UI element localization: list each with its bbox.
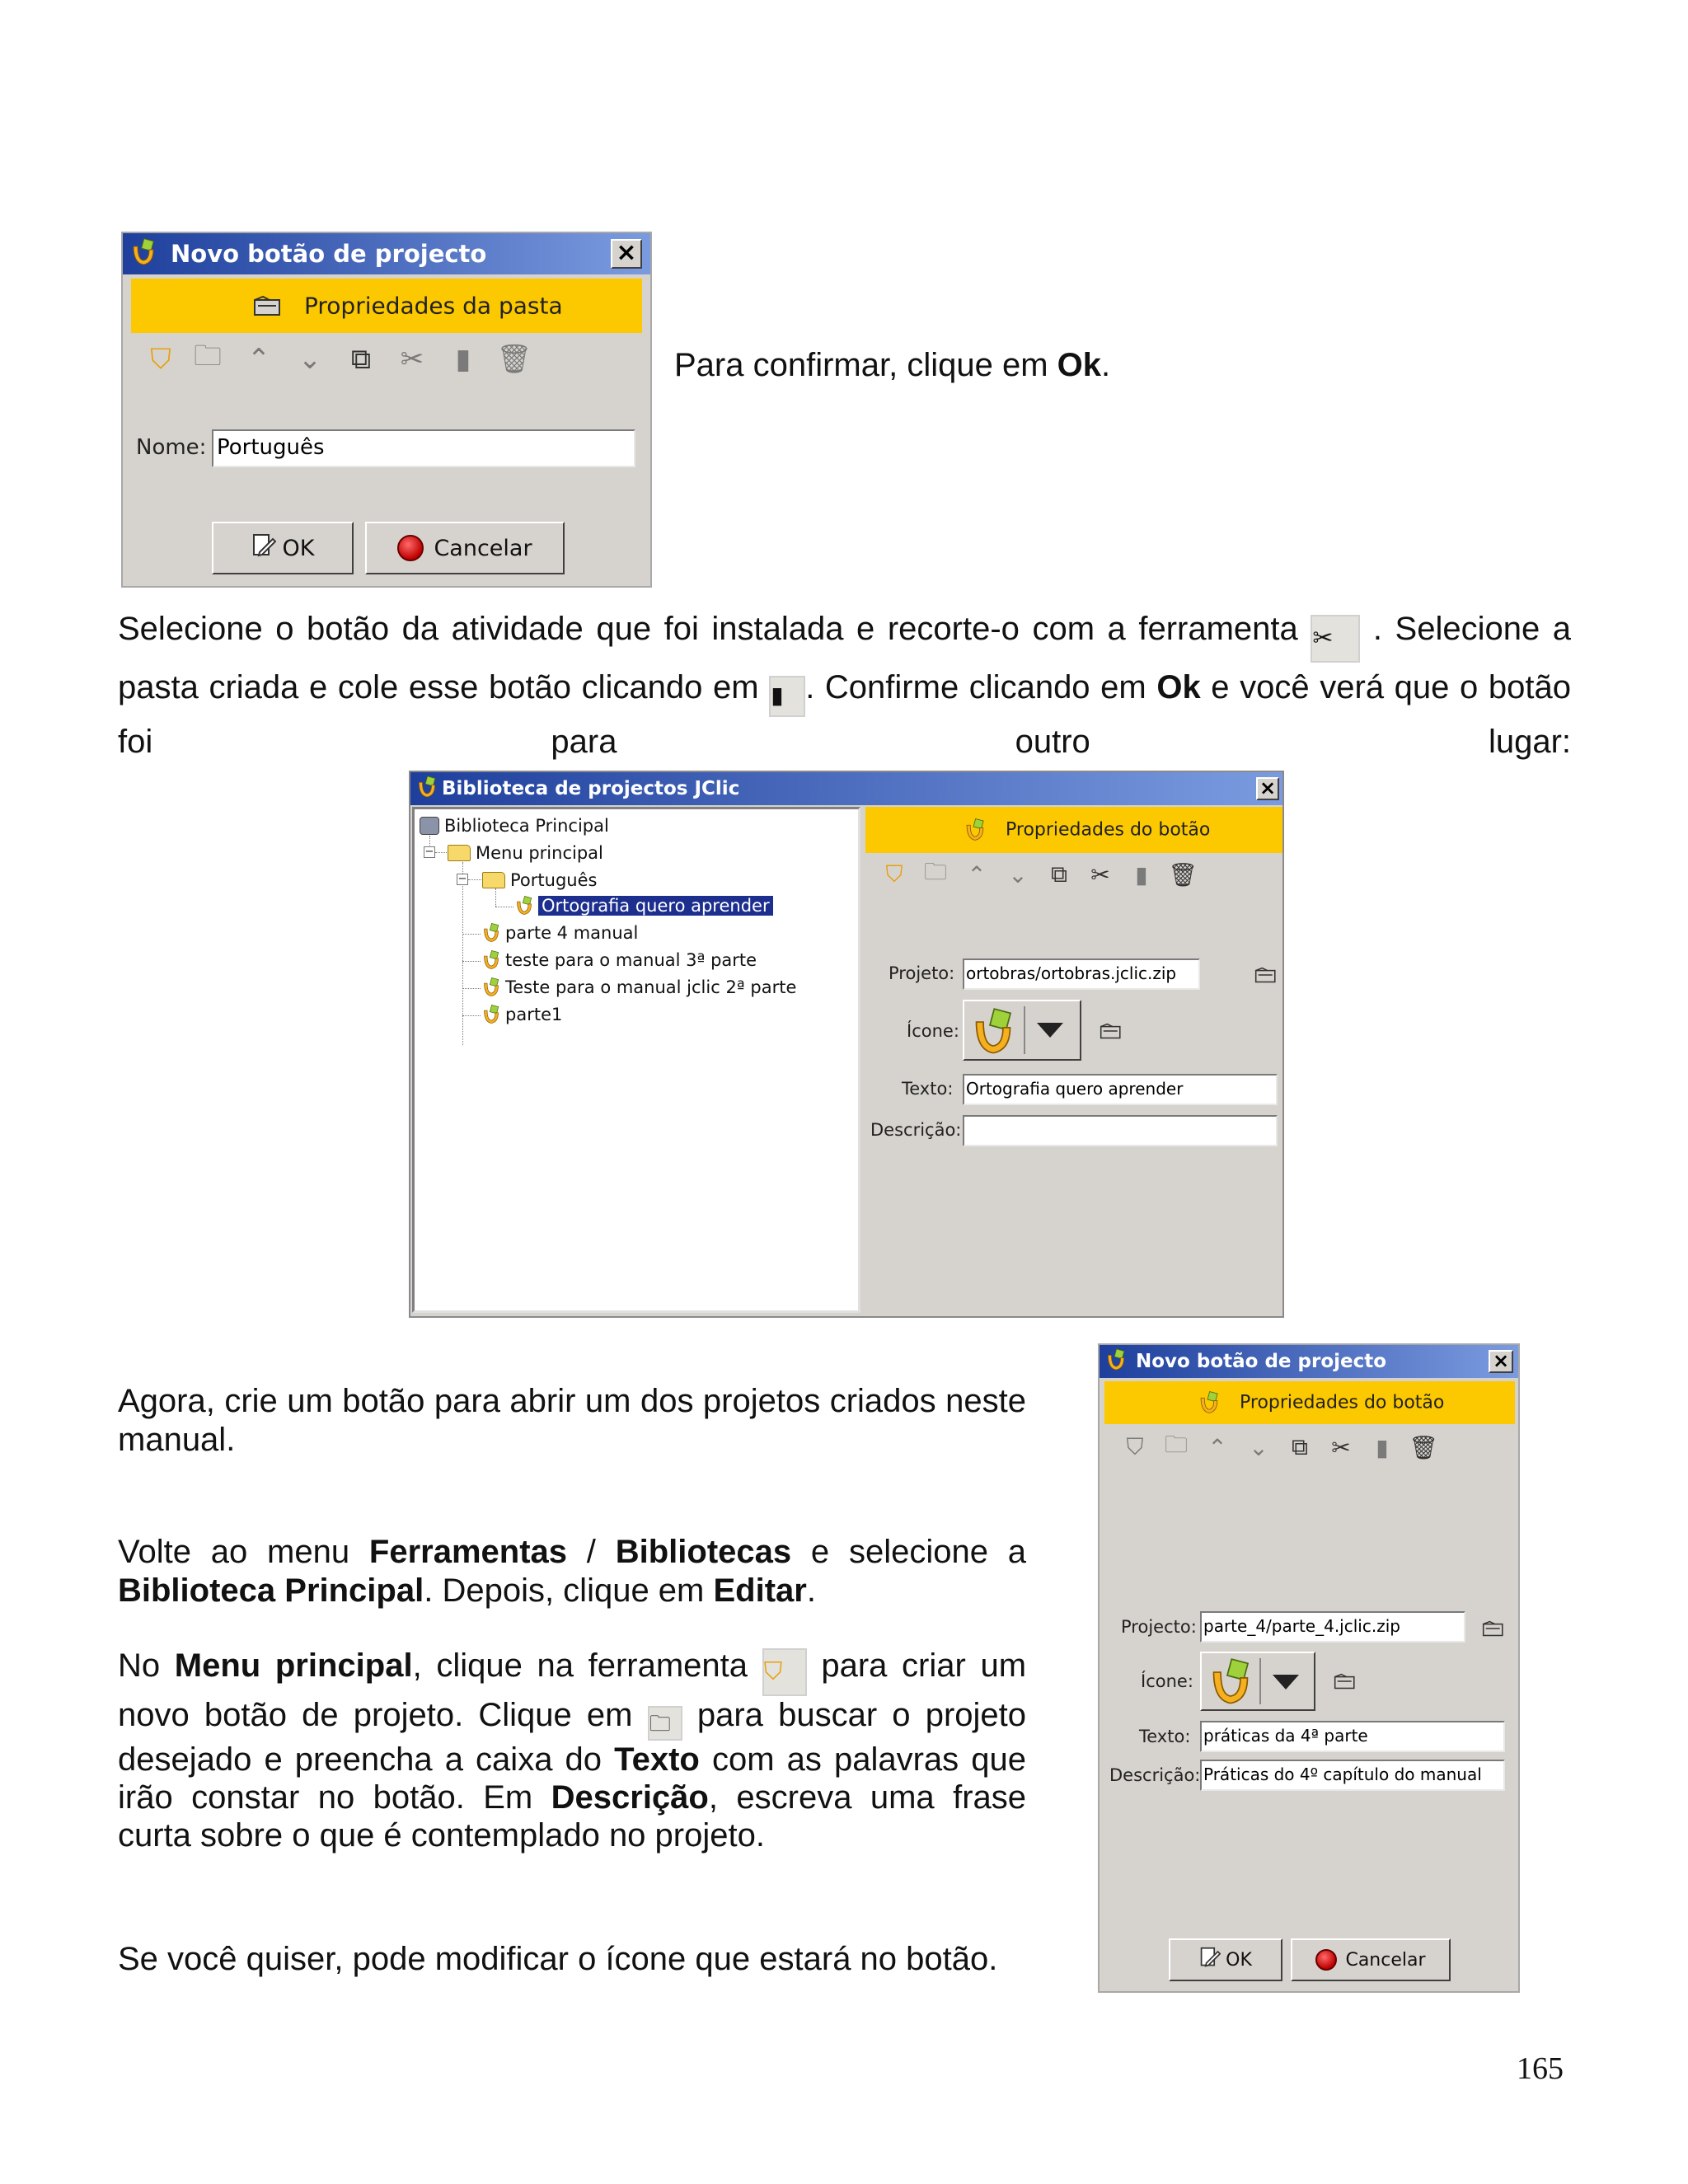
bold-text: Descrição [551, 1779, 709, 1816]
description-label: Descrição: [1109, 1765, 1201, 1785]
folder-icon [448, 845, 471, 861]
cancel-icon [397, 535, 424, 561]
open-folder-icon[interactable] [1334, 1673, 1357, 1693]
section-header [131, 279, 642, 333]
close-button[interactable]: × [1256, 777, 1279, 800]
icon-label: Ícone: [1141, 1671, 1193, 1691]
jclic-app-icon [1106, 1348, 1126, 1375]
tree-line [495, 888, 496, 907]
open-folder-icon: 🗀 [648, 1706, 682, 1741]
copy-icon[interactable]: ⧉ [1051, 860, 1067, 888]
text: Para confirmar, clique em [674, 347, 1057, 383]
window-title-bar[interactable] [410, 772, 1282, 805]
toolbar [1114, 1431, 1444, 1464]
dialog-title: Novo botão de projecto [1136, 1351, 1387, 1372]
dialog-title-bar[interactable] [123, 233, 650, 274]
text-input[interactable]: práticas da 4ª parte [1200, 1721, 1505, 1752]
text: . [1101, 347, 1111, 383]
close-button[interactable]: × [611, 239, 642, 269]
text: Agora, crie um botão para abrir um dos projetos criados neste manual. [118, 1383, 1026, 1458]
tree-node-item[interactable] [482, 977, 796, 997]
section-title: Propriedades do botão [1240, 1392, 1445, 1413]
text: . [806, 1572, 816, 1609]
text: , clique na ferramenta [412, 1647, 748, 1684]
paragraph-create [118, 1382, 1026, 1460]
tree-label: Teste para o manual jclic 2ª parte [505, 977, 797, 997]
delete-icon[interactable]: 🗑 [496, 343, 532, 376]
tree-line [462, 988, 481, 989]
paste-icon: ▮ [769, 676, 805, 717]
tree-label: parte 4 manual [505, 923, 639, 943]
cancel-label: Cancelar [1345, 1949, 1426, 1971]
chevron-down-icon[interactable] [1024, 1006, 1075, 1054]
text: . Confirme clicando em [805, 669, 1157, 705]
text: Volte ao menu [118, 1534, 369, 1570]
copy-icon[interactable]: ⧉ [350, 343, 372, 376]
new-button-icon[interactable]: ⛉ [1126, 1433, 1144, 1460]
text: , escreva uma frase curta sobre o que é contemplado no projeto. [118, 1779, 1026, 1854]
project-button-icon [515, 896, 533, 916]
tree-node-item[interactable] [482, 950, 757, 970]
open-folder-icon[interactable] [1100, 1023, 1123, 1043]
project-button-icon [971, 1008, 1015, 1059]
library-tree[interactable] [412, 807, 860, 1313]
tree-node-selected[interactable] [515, 896, 773, 916]
tree-line [462, 862, 463, 1045]
text: . Selecione a pasta criada e cole esse botão clicando em [118, 611, 1571, 705]
cancel-label: Cancelar [434, 535, 532, 561]
tree-label: teste para o manual 3ª parte [505, 950, 757, 970]
tree-label: Biblioteca Principal [444, 816, 609, 836]
bold-text: Biblioteca Principal [118, 1572, 424, 1609]
name-input[interactable]: Português [212, 429, 635, 467]
text: Selecione o botão da atividade que foi instalada e recorte-o com a ferramenta [118, 611, 1298, 647]
paste-icon[interactable]: ▮ [1135, 860, 1148, 888]
text: e você verá que o botão foi para outro lugar: [118, 669, 1571, 760]
close-button[interactable]: × [1489, 1350, 1513, 1373]
text: . Depois, clique em [424, 1572, 714, 1609]
tree-line [435, 852, 448, 853]
bold-text: Ok [1156, 669, 1201, 705]
cancel-button[interactable] [1291, 1938, 1451, 1981]
project-button-icon [482, 977, 500, 997]
collapse-toggle[interactable]: − [457, 873, 467, 885]
toolbar [874, 858, 1203, 891]
cut-icon: ✂ [1311, 615, 1360, 663]
cancel-icon [1315, 1949, 1337, 1971]
tree-node-folder[interactable] [482, 870, 597, 890]
new-button-icon: ⛉ [762, 1648, 807, 1696]
ok-label: OK [1226, 1949, 1252, 1971]
text: e selecione a [791, 1534, 1026, 1570]
move-down-icon[interactable]: ⌄ [1008, 860, 1028, 888]
open-folder-icon[interactable]: 🗀 [923, 858, 947, 885]
paragraph-icon [118, 1940, 997, 1979]
tree-line [462, 934, 481, 935]
icon-label: Ícone: [907, 1021, 959, 1041]
section-title: Propriedades da pasta [304, 292, 563, 320]
window-title: Biblioteca de projectos JClic [442, 778, 740, 799]
dialog-new-project-button [1098, 1343, 1520, 1993]
tree-label: parte1 [505, 1005, 563, 1024]
bold-text: Bibliotecas [615, 1534, 792, 1570]
ok-icon [251, 532, 276, 565]
cut-icon[interactable]: ✂ [1090, 860, 1110, 888]
library-icon [420, 817, 439, 835]
tree-line [462, 1015, 481, 1016]
description-input[interactable] [963, 1115, 1278, 1146]
bold-text: Menu principal [174, 1647, 413, 1684]
text-label: Texto: [1139, 1727, 1191, 1746]
text: com as palavras que irão constar no botão. Em [118, 1741, 1027, 1816]
tree-node-item[interactable] [482, 923, 638, 943]
project-input[interactable]: ortobras/ortobras.jclic.zip [963, 958, 1200, 990]
open-folder-icon[interactable] [1254, 967, 1278, 987]
description-label: Descrição: [870, 1120, 962, 1140]
jclic-app-icon [417, 776, 437, 802]
text-label: Texto: [902, 1079, 954, 1099]
tree-line [468, 879, 481, 880]
move-up-icon[interactable]: ⌃ [967, 860, 987, 888]
jclic-app-icon [131, 238, 156, 269]
delete-icon[interactable]: 🗑 [1168, 860, 1198, 888]
project-button-icon [482, 923, 500, 943]
move-down-icon[interactable]: ⌄ [298, 343, 322, 376]
text: Se você quiser, pode modificar o ícone que estará no botão. [118, 1941, 998, 1977]
tree-node-item[interactable] [482, 1005, 562, 1024]
open-folder-icon [253, 295, 283, 320]
tree-node-menu[interactable] [448, 843, 603, 863]
bold-text: Texto [614, 1741, 700, 1778]
text: No [118, 1647, 175, 1684]
project-label: Projecto: [1121, 1617, 1197, 1637]
paragraph-select [118, 604, 1571, 766]
tree-label: Português [510, 870, 598, 890]
tree-node-root[interactable] [420, 816, 609, 836]
ok-button[interactable] [212, 522, 354, 574]
section-header [865, 807, 1282, 853]
text: / [567, 1534, 616, 1570]
dialog-title-bar[interactable] [1100, 1345, 1518, 1378]
paragraph-menu [118, 1533, 1026, 1610]
tree-label-selected: Ortografia quero aprender [538, 896, 773, 916]
cut-icon[interactable]: ✂ [1331, 1433, 1351, 1461]
bold-text: Editar [713, 1572, 807, 1609]
move-down-icon[interactable]: ⌄ [1249, 1433, 1268, 1461]
open-folder-icon[interactable]: 🗀 [194, 339, 222, 373]
collapse-toggle[interactable]: − [424, 846, 434, 858]
bold-text: Ok [1057, 347, 1101, 383]
text-input[interactable]: Ortografia quero aprender [963, 1074, 1278, 1105]
name-label: Nome: [136, 435, 207, 460]
project-button-icon [482, 950, 500, 970]
paragraph-new-button [118, 1647, 1026, 1854]
paste-icon[interactable]: ▮ [1376, 1433, 1389, 1461]
project-button-icon [482, 1005, 500, 1024]
icon-selector[interactable] [963, 1000, 1081, 1061]
text: para criar um novo botão de projeto. Clique em [118, 1647, 1027, 1733]
dialog-title: Novo botão de projecto [171, 240, 487, 268]
ok-label: OK [282, 535, 315, 561]
confirm-caption [674, 346, 1110, 385]
new-button-icon[interactable]: ⛉ [885, 860, 903, 888]
move-up-icon[interactable]: ⌃ [246, 343, 271, 376]
section-header [1104, 1381, 1515, 1424]
library-window [409, 771, 1284, 1318]
project-button-icon [964, 818, 986, 845]
new-button-icon[interactable]: ⛉ [150, 343, 171, 376]
section-title: Propriedades do botão [1006, 819, 1211, 841]
folder-icon [482, 872, 505, 888]
ok-button[interactable] [1169, 1938, 1282, 1981]
icon-selector[interactable] [1200, 1652, 1315, 1711]
paste-icon[interactable]: ▮ [455, 343, 471, 376]
properties-panel [865, 807, 1282, 1316]
page-number: 165 [1517, 2051, 1564, 2086]
project-label: Projeto: [889, 963, 955, 983]
chevron-down-icon[interactable] [1259, 1658, 1311, 1704]
ok-icon [1199, 1946, 1221, 1974]
move-up-icon[interactable]: ⌃ [1207, 1433, 1227, 1461]
copy-icon[interactable]: ⧉ [1292, 1433, 1308, 1460]
delete-icon[interactable]: 🗑 [1409, 1433, 1438, 1461]
toolbar [139, 340, 540, 378]
text: para buscar o projeto desejado e preencha a caixa do [118, 1697, 1027, 1778]
description-input[interactable]: Práticas do 4º capítulo do manual [1200, 1760, 1505, 1791]
project-input[interactable]: parte_4/parte_4.jclic.zip [1200, 1611, 1465, 1643]
cut-icon[interactable]: ✂ [400, 343, 424, 376]
cancel-button[interactable] [365, 522, 565, 574]
bold-text: Ferramentas [368, 1534, 568, 1570]
open-folder-icon[interactable] [1482, 1620, 1505, 1640]
tree-label: Menu principal [476, 843, 603, 863]
open-folder-icon[interactable]: 🗀 [1164, 1431, 1188, 1458]
project-button-icon [1208, 1658, 1253, 1709]
project-button-icon [1198, 1391, 1220, 1418]
tree-line [462, 961, 481, 962]
dialog-new-folder [121, 232, 652, 588]
